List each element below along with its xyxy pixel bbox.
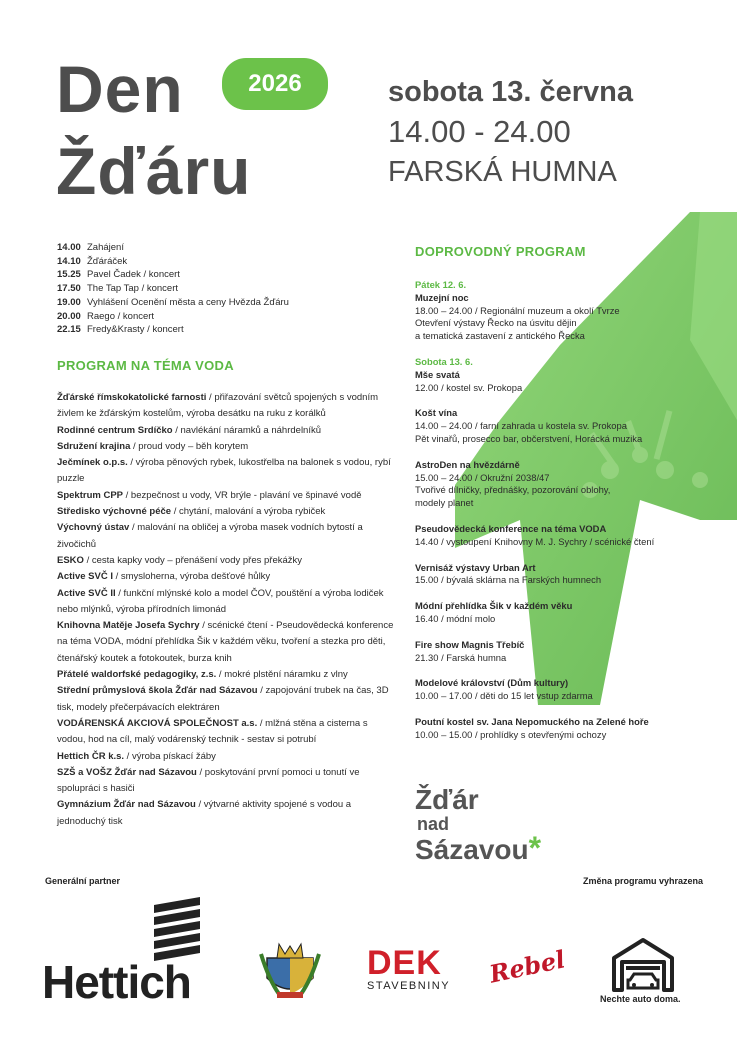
event-block: Modelové království (Dům kultury) 10.00 – 17.00 / děti do 15 let vstup zdarma <box>415 677 593 702</box>
title-line-1: Den <box>56 52 184 126</box>
rebel-logo: Rebel <box>486 944 568 989</box>
list-item: VODÁRENSKÁ AKCIOVÁ SPOLEČNOST a.s. / mlžná stěna a cisterna s vodou, hod na cíl, malý vodárenský technik - sestav si potrubí <box>57 717 368 746</box>
year-badge: 2026 <box>222 58 328 110</box>
asterisk-icon: * <box>528 830 542 866</box>
list-item: Sdružení krajina / proud vody – běh korytem <box>57 440 249 452</box>
list-item: Rodinné centrum Srdíčko / navlékání náramků a náhrdelníků <box>57 424 322 436</box>
partner-label: Generální partner <box>45 876 121 886</box>
day-label: Pátek 12. 6. <box>415 279 467 290</box>
schedule-row: 17.50 The Tap Tap / koncert <box>57 283 179 295</box>
list-item: ESKO / cesta kapky vody – přenášení vody přes překážky <box>57 554 303 566</box>
list-item: Výchovný ústav / malování na obličej a výroba masek vodních bytostí a živočichů <box>57 522 363 550</box>
event-block: AstroDen na hvězdárně 15.00 – 24.00 / Okružní 2038/47 Tvořivé dílničky, přednášky, pozorování oblohy, modely planet <box>415 458 611 509</box>
list-item: Hettich ČR k.s. / výroba pískací žáby <box>57 750 216 762</box>
list-item: Knihovna Matěje Josefa Sychry / scénické čtení - Pseudovědecká konference na téma VODA, módní přehlídka Šik v každém věku, tvoření a stezka pro děti, čtenářský koutek a fotokoutek, burza knih <box>57 620 394 664</box>
car-note: Nechte auto doma. <box>600 994 681 1004</box>
event-block: Košt vína 14.00 – 24.00 / farní zahrada u kostela sv. Prokopa Pět vinařů, prosecco bar, občerstvení, Horácká muzika <box>415 407 643 444</box>
list-item: Středisko výchovné péče / chytání, malování a výroba rybiček <box>57 506 326 518</box>
dek-logo: DEK STAVEBNINY <box>367 944 451 992</box>
title-line-2: Žďáru <box>56 134 252 208</box>
list-item: Střední průmyslová škola Žďár nad Sázavou / zapojování trubek na čas, 3D tisk, modely přečerpávacích elektráren <box>57 685 389 713</box>
event-block: Fire show Magnis Třebíč 21.30 / Farská humna <box>415 638 525 663</box>
schedule-row: 19.00 Vyhlášení Ocenění města a ceny Hvězda Žďáru <box>57 296 289 308</box>
schedule-row: 15.25 Pavel Čadek / koncert <box>57 269 180 281</box>
event-venue: FARSKÁ HUMNA <box>388 156 617 188</box>
coat-of-arms-icon <box>259 940 321 1002</box>
event-block: Módní přehlídka Šik v každém věku 16.40 / módní molo <box>415 600 573 624</box>
day-label: Sobota 13. 6. <box>415 355 473 367</box>
event-block: Muzejní noc 18.00 – 24.00 / Regionální muzeum a okolí Tvrze Otevření výstavy Řecko na úsvitu dějin a tematická zastavení z antického Řecka <box>415 291 620 342</box>
list-item: Žďárské římskokatolické farnosti / přiřazování světců spojených s vodním živlem ke žďárským kostelům, výroba desátku na ruku z korálků <box>57 392 379 420</box>
event-block: Mše svatá 12.00 / kostel sv. Prokopa <box>415 368 523 393</box>
main-schedule <box>57 241 289 337</box>
water-program-heading: PROGRAM NA TÉMA VODA <box>57 358 234 373</box>
event-date: sobota 13. června <box>388 76 633 108</box>
side-program-heading: DOPROVODNÝ PROGRAM <box>415 244 586 259</box>
schedule-row: 20.00 Raego / koncert <box>57 310 155 322</box>
schedule-row: 14.10 Žďáráček <box>57 255 128 267</box>
event-block: Vernisáž výstavy Urban Art 15.00 / bývalá sklárna na Farských humnech <box>415 561 602 586</box>
event-block: Poutní kostel sv. Jana Nepomuckého na Zelené hoře 10.00 – 15.00 / prohlídky s otevřenými ochozy <box>415 715 649 740</box>
list-item: Ječmínek o.p.s. / výroba pěnových rybek, lukostřelba na balonek s vodou, rybí puzzle <box>57 457 391 485</box>
list-item: Gymnázium Žďár nad Sázavou / výtvarné aktivity spojené s vodou a jednoduchý tisk <box>57 799 352 827</box>
list-item: Active SVČ I / smysloherna, výroba dešťové hůlky <box>57 571 271 583</box>
hettich-logo: Hettich <box>42 897 220 1007</box>
list-item: SZŠ a VOŠZ Žďár nad Sázavou / poskytování první pomoci u tonutí ve spolupráci s hasiči <box>57 766 360 795</box>
water-program-list <box>57 390 397 830</box>
list-item: Active SVČ II / funkční mlýnské kolo a model ČOV, pouštění a výroba lodiček nebo mlýnků, výroba přírodních limonád <box>57 587 384 615</box>
schedule-row: 14.00 Zahájení <box>57 242 124 253</box>
side-program <box>415 279 715 755</box>
garage-car-icon <box>610 936 676 992</box>
event-block: Pseudovědecká konference na téma VODA 14.40 / vystoupení Knihovny M. J. Sychry / scénické čtení <box>415 522 655 547</box>
city-logo: Žďár nad Sázavou* <box>415 784 542 866</box>
schedule-row: 22.15 Fredy&Krasty / koncert <box>57 324 184 336</box>
event-time: 14.00 - 24.00 <box>388 114 571 149</box>
list-item: Spektrum CPP / bezpečnost u vody, VR brýle - plavání ve špinavé vodě <box>57 489 362 501</box>
list-item: Přátelé waldorfské pedagogiky, z.s. / mokré plstění náramku z vlny <box>57 669 348 681</box>
change-note: Změna programu vyhrazena <box>583 876 704 886</box>
